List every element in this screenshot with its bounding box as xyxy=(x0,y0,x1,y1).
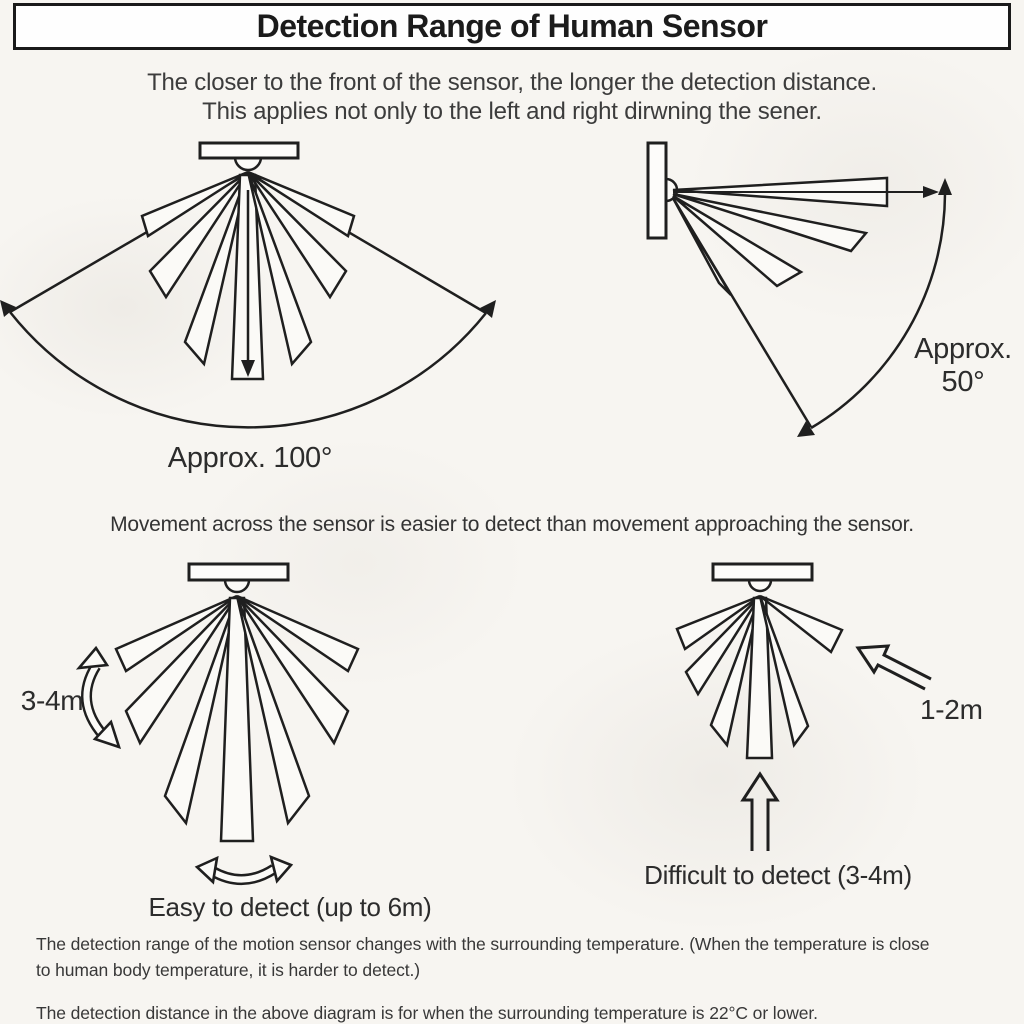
sensor-side-icon xyxy=(648,143,677,238)
intro-line-2: This applies not only to the left and right dirwning the sener. xyxy=(202,98,822,125)
detection-fan-difficult xyxy=(677,596,842,758)
footer-note-temperature: The detection range of the motion sensor changes with the surrounding temperature. (When the temperature is close to human body temperature, it is harder to detect.) xyxy=(36,934,930,980)
detection-fan-easy xyxy=(116,596,358,841)
page-title: Detection Range of Human Sensor xyxy=(256,8,768,44)
easy-detect-caption: Easy to detect (up to 6m) xyxy=(148,892,432,922)
difficult-detect-caption: Difficult to detect (3-4m) xyxy=(644,860,912,890)
intro-line-1: The closer to the front of the sensor, the longer the detection distance. xyxy=(147,69,877,96)
detection-fan-front xyxy=(10,172,486,379)
range-label-1-2m: 1-2m xyxy=(920,694,983,725)
angle-label-50 xyxy=(898,333,1024,399)
approach-arrow-icon xyxy=(858,646,931,689)
easy-detect-diagram xyxy=(79,564,358,882)
range-label-3-4m: 3-4m xyxy=(20,685,84,716)
difficult-detect-diagram xyxy=(677,564,931,851)
sensor-front-icon xyxy=(200,143,298,170)
angle-label-50-word: Approx. xyxy=(914,333,1012,365)
footer-note-distance: The detection distance in the above diagram is for when the surrounding temperature is 22°C or lower. xyxy=(36,1003,818,1023)
sensor-front-icon-2 xyxy=(189,564,288,592)
sensor-front-view-diagram xyxy=(0,143,496,427)
upward-arrow-icon xyxy=(743,774,777,851)
horizontal-swing-arrow-icon xyxy=(197,857,291,882)
angle-label-100: Approx. 100° xyxy=(167,442,333,474)
angle-label-50-value: 50° xyxy=(941,366,985,398)
middle-caption: Movement across the sensor is easier to detect than movement approaching the sensor. xyxy=(110,513,914,536)
sensor-front-icon-3 xyxy=(713,564,812,591)
